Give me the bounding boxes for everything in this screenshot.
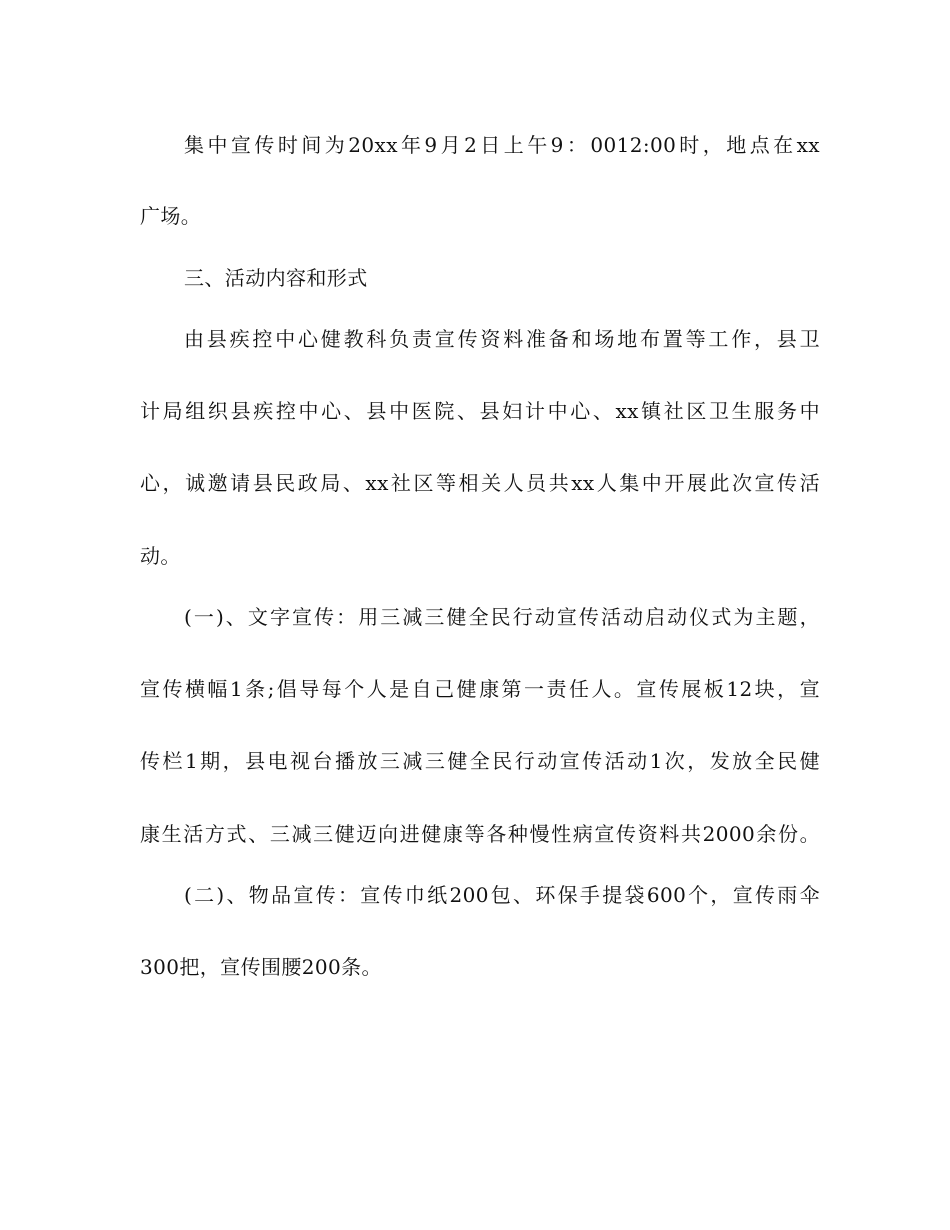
paragraph-line: 300把，宣传围腰200条。: [140, 955, 382, 979]
paragraph-line: 集中宣传时间为20xx年9月2日上午9：0012:00时，地点在xx: [184, 133, 820, 157]
paragraph-line: 宣传横幅1条;倡导每个人是自己健康第一责任人。宣传展板12块，宣: [140, 677, 820, 701]
paragraph-line: 动。: [140, 544, 181, 568]
paragraph-line: 计局组织县疾控中心、县中医院、县妇计中心、xx镇社区卫生服务中: [140, 399, 820, 423]
paragraph-line: 广场。: [140, 204, 202, 228]
paragraph-line: 传栏1期，县电视台播放三减三健全民行动宣传活动1次，发放全民健: [140, 749, 820, 773]
paragraph-line: (二)、物品宣传：宣传巾纸200包、环保手提袋600个，宣传雨伞: [184, 883, 820, 907]
paragraph-line: (一)、文字宣传：用三减三健全民行动宣传活动启动仪式为主题，: [184, 605, 820, 629]
paragraph-line: 心，诚邀请县民政局、xx社区等相关人员共xx人集中开展此次宣传活: [140, 471, 820, 495]
paragraph-line: 由县疾控中心健教科负责宣传资料准备和场地布置等工作，县卫: [184, 327, 820, 351]
section-heading: 三、活动内容和形式: [184, 266, 368, 290]
paragraph-line: 康生活方式、三减三健迈向进健康等各种慢性病宣传资料共2000余份。: [140, 822, 820, 846]
